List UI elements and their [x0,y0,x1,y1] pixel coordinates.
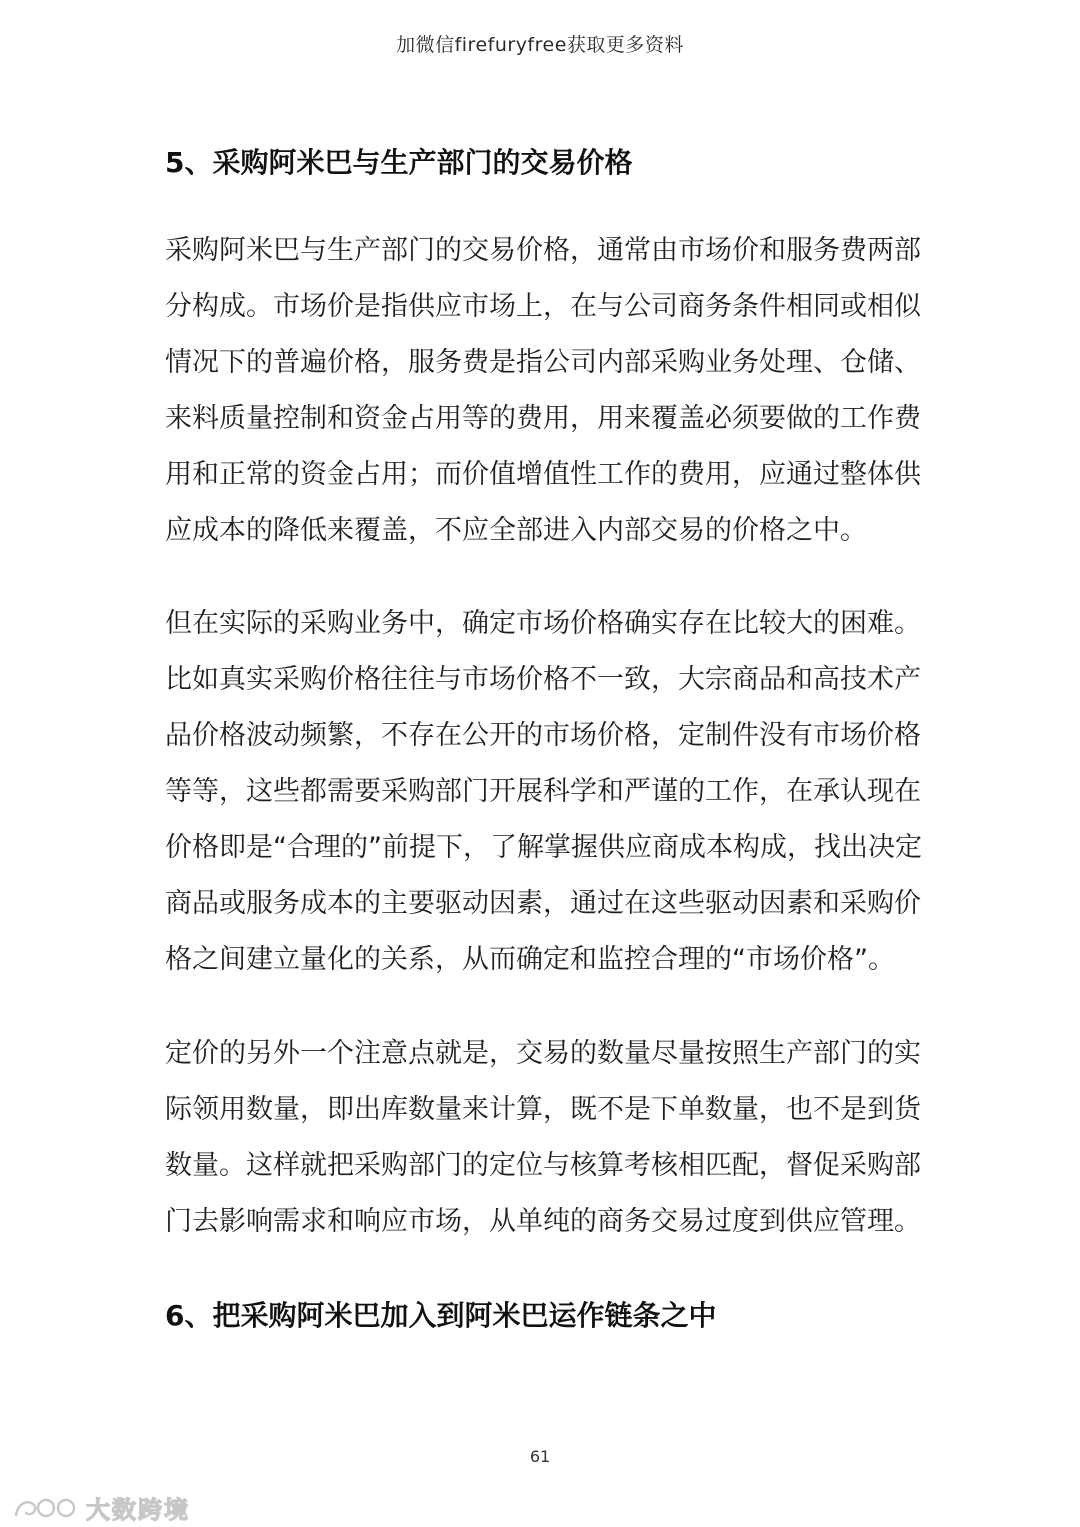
text-line: 价格即是“合理的”前提下，了解掌握供应商成本构成，找出决定 [165,832,922,863]
text-line: 商品或服务成本的主要驱动因素，通过在这些驱动因素和采购价 [165,888,921,919]
text-line: 但在实际的采购业务中，确定市场价格确实存在比较大的困难。 [165,608,921,639]
text-line: 品价格波动频繁，不存在公开的市场价格，定制件没有市场价格 [165,720,921,751]
text-line: 数量。这样就把采购部门的定位与核算考核相匹配，督促采购部 [165,1150,921,1181]
text-line: 来料质量控制和资金占用等的费用，用来覆盖必须要做的工作费 [165,403,921,434]
text-line: 等等，这些都需要采购部门开展科学和严谨的工作，在承认现在 [165,776,921,807]
page-number: 61 [529,1447,551,1466]
section-heading-5: 5、采购阿米巴与生产部门的交易价格 [165,146,633,179]
text-line: 门去影响需求和响应市场，从单纯的商务交易过度到供应管理。 [165,1206,921,1237]
text-line: 情况下的普遍价格，服务费是指公司内部采购业务处理、仓储、 [165,347,921,378]
text-line: 格之间建立量化的关系，从而确定和监控合理的“市场价格”。 [165,944,895,975]
paragraph-2 [165,596,925,988]
text-line: 用和正常的资金占用；而价值增值性工作的费用，应通过整体供 [165,459,921,490]
watermark-text: 大数跨境 [86,1496,190,1524]
paragraph-1 [165,223,925,559]
paragraph-3 [165,1026,925,1250]
text-line: 比如真实采购价格往往与市场价格不一致，大宗商品和高技术产 [165,664,921,695]
text-line: 应成本的降低来覆盖，不应全部进入内部交易的价格之中。 [165,515,867,546]
watermark [12,1490,190,1525]
text-line: 采购阿米巴与生产部门的交易价格，通常由市场价和服务费两部 [165,235,921,266]
section-heading-6: 6、把采购阿米巴加入到阿米巴运作链条之中 [165,1299,717,1332]
text-line: 分构成。市场价是指供应市场上，在与公司商务条件相同或相似 [165,291,921,322]
text-line: 际领用数量，即出库数量来计算，既不是下单数量，也不是到货 [165,1094,921,1125]
brand-logo-icon [12,1495,80,1521]
page-header: 加微信firefuryfree获取更多资料 [396,34,684,56]
text-line: 定价的另外一个注意点就是，交易的数量尽量按照生产部门的实 [165,1038,921,1069]
